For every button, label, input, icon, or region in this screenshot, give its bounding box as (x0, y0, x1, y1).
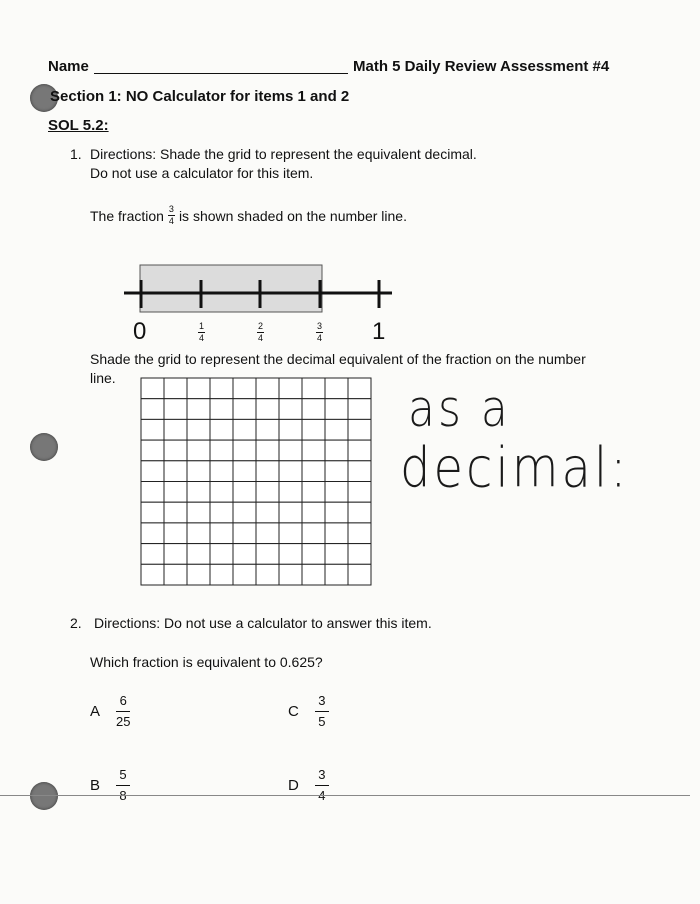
grid-cell[interactable] (325, 523, 348, 544)
item2-directions: Directions: Do not use a calculator to answer this item. (94, 615, 432, 631)
grid-cell[interactable] (141, 482, 164, 503)
grid-cell[interactable] (164, 461, 187, 482)
grid-cell[interactable] (210, 544, 233, 565)
grid-cell[interactable] (164, 419, 187, 440)
choice-d-num: 3 (318, 767, 326, 782)
grid-cell[interactable] (256, 544, 279, 565)
sol-label: SOL 5.2: (48, 117, 109, 134)
grid-cell[interactable] (187, 544, 210, 565)
grid-cell[interactable] (302, 378, 325, 399)
grid-cell[interactable] (233, 564, 256, 585)
grid-cell[interactable] (187, 482, 210, 503)
choice-c-fraction (315, 694, 329, 729)
grid-cell[interactable] (279, 482, 302, 503)
choice-d-letter: D (288, 777, 299, 794)
grid-cell[interactable] (164, 502, 187, 523)
number-line-shaded-region (140, 265, 322, 312)
grid-prompt-line2: line. (90, 370, 116, 386)
choice-b-letter: B (90, 777, 101, 794)
grid-cell[interactable] (141, 564, 164, 585)
item1-number: 1. (70, 146, 82, 162)
grid-cell[interactable] (233, 482, 256, 503)
grid-cell[interactable] (256, 523, 279, 544)
choice-a-den: 25 (116, 714, 131, 729)
prompt-fraction-den: 4 (168, 216, 174, 226)
section-title: Section 1: NO Calculator for items 1 and 2 (50, 88, 350, 105)
grid-cell[interactable] (210, 440, 233, 461)
grid-cell[interactable] (141, 399, 164, 420)
grid-cell[interactable] (325, 378, 348, 399)
grid-cell[interactable] (279, 523, 302, 544)
grid-cell[interactable] (325, 482, 348, 503)
grid-cell[interactable] (210, 482, 233, 503)
grid-cell[interactable] (302, 544, 325, 565)
choice-b-den: 8 (119, 788, 127, 803)
handwriting-as-a: as a (408, 380, 511, 439)
grid-cell[interactable] (256, 399, 279, 420)
grid-cell[interactable] (210, 502, 233, 523)
scan-artifact-line (0, 795, 690, 796)
grid-cell[interactable] (256, 482, 279, 503)
grid-cell[interactable] (164, 482, 187, 503)
label-0: 0 (133, 318, 147, 345)
grid-cell[interactable] (187, 523, 210, 544)
choice-c-num: 3 (318, 693, 326, 708)
label-3-4-den: 4 (316, 333, 322, 343)
grid-cell[interactable] (141, 523, 164, 544)
name-blank (94, 73, 348, 74)
grid-cell[interactable] (256, 502, 279, 523)
grid-cell[interactable] (302, 440, 325, 461)
grid-cell[interactable] (210, 523, 233, 544)
label-2-4-num: 2 (257, 321, 263, 331)
grid-cell[interactable] (348, 461, 371, 482)
prompt-fraction (168, 205, 175, 226)
choice-a-num: 6 (119, 693, 127, 708)
grid-cell[interactable] (325, 399, 348, 420)
item1-prompt (90, 205, 407, 226)
grid-cell[interactable] (302, 482, 325, 503)
grid-cell[interactable] (302, 523, 325, 544)
choice-d-fraction (315, 768, 329, 803)
grid-cell[interactable] (279, 502, 302, 523)
grid-cell[interactable] (233, 399, 256, 420)
grid-cell[interactable] (302, 502, 325, 523)
item1-directions-line1: Directions: Shade the grid to represent the equivalent decimal. (90, 146, 477, 162)
grid-cell[interactable] (164, 523, 187, 544)
grid-cell[interactable] (233, 378, 256, 399)
grid-cell[interactable] (141, 378, 164, 399)
grid-cell[interactable] (325, 440, 348, 461)
grid-cell[interactable] (348, 564, 371, 585)
grid-cell[interactable] (210, 419, 233, 440)
grid-cell[interactable] (164, 440, 187, 461)
prompt-text-before: The fraction (90, 207, 164, 224)
grid-cell[interactable] (187, 564, 210, 585)
grid-cell[interactable] (279, 461, 302, 482)
choice-c[interactable] (288, 694, 329, 729)
prompt-fraction-num: 3 (168, 204, 174, 214)
grid-cell[interactable] (187, 399, 210, 420)
grid-cell[interactable] (141, 544, 164, 565)
grid-cell[interactable] (348, 502, 371, 523)
label-2-4-den: 4 (257, 333, 263, 343)
grid-cell[interactable] (210, 564, 233, 585)
grid-cell[interactable] (348, 523, 371, 544)
punch-hole-middle (30, 433, 58, 461)
grid-cell[interactable] (164, 399, 187, 420)
grid-cell[interactable] (141, 440, 164, 461)
grid-cell[interactable] (279, 419, 302, 440)
grid-cell[interactable] (187, 419, 210, 440)
choice-d[interactable] (288, 768, 329, 803)
grid-cell[interactable] (302, 564, 325, 585)
punch-hole-bottom (30, 782, 58, 810)
grid-cell[interactable] (302, 419, 325, 440)
grid-cell[interactable] (210, 461, 233, 482)
grid-cell[interactable] (256, 378, 279, 399)
grid-cell[interactable] (279, 440, 302, 461)
grid-cell[interactable] (348, 399, 371, 420)
number-line (110, 258, 410, 318)
grid-cell[interactable] (210, 378, 233, 399)
grid-cell[interactable] (187, 378, 210, 399)
grid-cell[interactable] (279, 399, 302, 420)
grid-cell[interactable] (233, 502, 256, 523)
choice-c-letter: C (288, 703, 299, 720)
grid-cell[interactable] (233, 544, 256, 565)
grid-cell[interactable] (325, 544, 348, 565)
grid-cell[interactable] (164, 564, 187, 585)
label-2-4 (257, 322, 264, 343)
grid-cell[interactable] (348, 378, 371, 399)
item1-directions-line2: Do not use a calculator for this item. (90, 165, 314, 181)
grid-prompt-line1: Shade the grid to represent the decimal equivalent of the fraction on the number (90, 351, 586, 367)
grid-cell[interactable] (187, 461, 210, 482)
grid-cell[interactable] (164, 378, 187, 399)
prompt-text-after: is shown shaded on the number line. (178, 207, 407, 224)
choice-a-fraction (116, 694, 130, 729)
grid-cell[interactable] (279, 378, 302, 399)
choice-c-den: 5 (318, 714, 326, 729)
grid-cell[interactable] (187, 502, 210, 523)
grid-cell[interactable] (348, 544, 371, 565)
grid-cell[interactable] (256, 564, 279, 585)
grid-cell[interactable] (348, 419, 371, 440)
choice-b-fraction (116, 768, 130, 803)
grid-cell[interactable] (325, 461, 348, 482)
choice-b[interactable] (90, 768, 130, 803)
label-3-4 (316, 322, 323, 343)
handwriting-decimal: decimal: (400, 435, 630, 501)
grid-cell[interactable] (279, 544, 302, 565)
grid-cell[interactable] (233, 461, 256, 482)
grid-cell[interactable] (210, 399, 233, 420)
label-1: 1 (372, 318, 386, 345)
grid-cell[interactable] (302, 461, 325, 482)
grid-cell[interactable] (279, 564, 302, 585)
grid-cell[interactable] (233, 523, 256, 544)
label-3-4-num: 3 (316, 321, 322, 331)
choice-a[interactable] (90, 694, 130, 729)
item2-number: 2. (70, 615, 82, 631)
grid-cell[interactable] (348, 482, 371, 503)
assessment-title: Math 5 Daily Review Assessment #4 (353, 58, 610, 75)
choice-b-num: 5 (119, 767, 127, 782)
grid-cell[interactable] (233, 419, 256, 440)
label-1-4-den: 4 (198, 333, 204, 343)
choice-a-letter: A (90, 703, 101, 720)
grid-cell[interactable] (325, 419, 348, 440)
grid-cell[interactable] (141, 502, 164, 523)
grid-cell[interactable] (302, 399, 325, 420)
grid-cell[interactable] (256, 419, 279, 440)
grid-cell[interactable] (325, 502, 348, 523)
item2-question: Which fraction is equivalent to 0.625? (90, 654, 323, 670)
grid-cell[interactable] (141, 419, 164, 440)
grid-cell[interactable] (233, 440, 256, 461)
grid-cell[interactable] (325, 564, 348, 585)
grid-cell[interactable] (348, 440, 371, 461)
grid-cell[interactable] (187, 440, 210, 461)
hundred-grid[interactable] (140, 377, 372, 586)
label-1-4 (198, 322, 205, 343)
grid-cell[interactable] (256, 461, 279, 482)
label-1-4-num: 1 (198, 321, 204, 331)
name-label: Name (48, 58, 89, 75)
choice-d-den: 4 (318, 788, 326, 803)
grid-cell[interactable] (256, 440, 279, 461)
grid-cell[interactable] (141, 461, 164, 482)
grid-cell[interactable] (164, 544, 187, 565)
